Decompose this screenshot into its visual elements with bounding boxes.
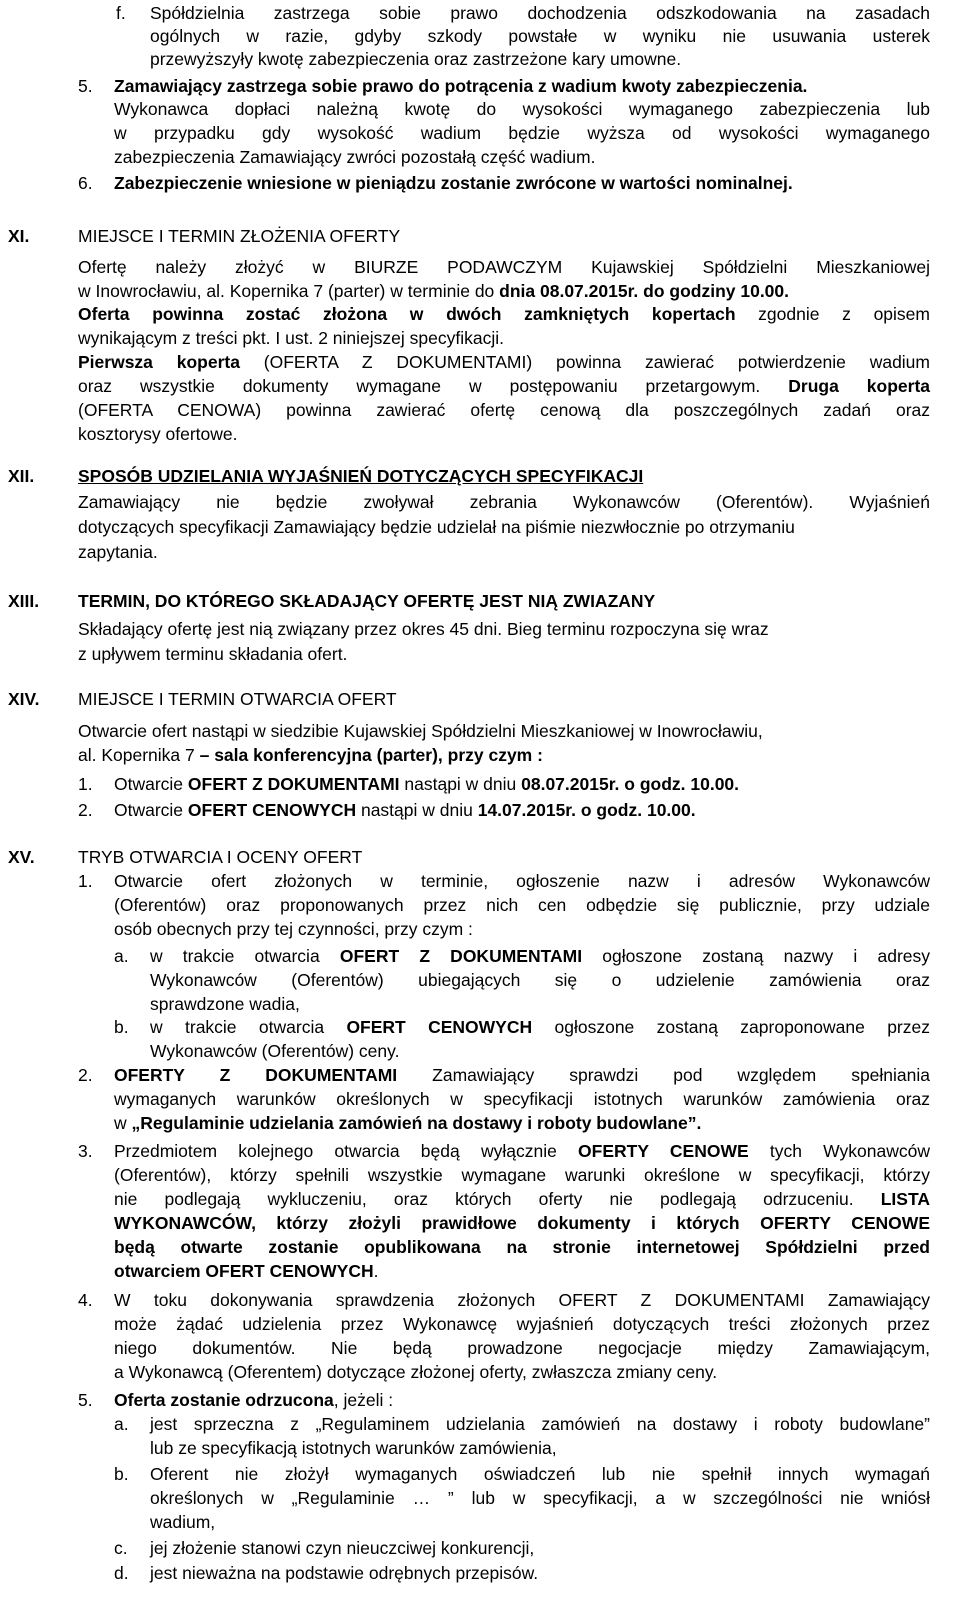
xv-item-4-line-3: niego dokumentów. Nie będą prowadzone negocjacje między Zamawiającym, bbox=[114, 1338, 930, 1358]
xv-item-1a-line-2: Wykonawców (Oferentów) ubiegających się o udzielenie zamówienia oraz bbox=[150, 970, 930, 990]
xv-item-3-line-3: nie podlegają wykluczeniu, oraz których oferty nie podlegają odrzuceniu. LISTA bbox=[114, 1189, 930, 1209]
section-xiii-number: XIII. bbox=[8, 591, 40, 611]
item-f-line-2: ogólnych w razie, gdyby szkody powstałe w wyniku nie usuwania usterek bbox=[150, 26, 930, 46]
section-xiv-number: XIV. bbox=[8, 689, 40, 709]
xv-item-1a-line-3: sprawdzone wadia, bbox=[150, 994, 300, 1014]
section-xiv-line-2: al. Kopernika 7 – sala konferencyjna (parter), przy czym : bbox=[78, 745, 543, 765]
xv-item-3-line-2: (Oferentów), którzy spełnili wszystkie wymagane warunki określone w specyfikacji, którzy bbox=[114, 1165, 930, 1185]
xv-item-2-line-2: wymaganych warunków określonych w specyfikacji istotnych warunków zamówienia oraz bbox=[114, 1089, 930, 1109]
item-6-number: 6. bbox=[78, 173, 93, 193]
xv-item-4-line-2: może żądać udzielenia przez Wykonawcę wyjaśnień dotyczących treści złożonych przez bbox=[114, 1314, 930, 1334]
section-xiii-heading: TERMIN, DO KTÓREGO SKŁADAJĄCY OFERTĘ JEST NIĄ ZWIAZANY bbox=[78, 591, 656, 611]
item-6-bold: Zabezpieczenie wniesione w pieniądzu zostanie zwrócone w wartości nominalnej. bbox=[114, 173, 793, 193]
section-xi-line-7: (OFERTA CENOWA) powinna zawierać ofertę cenową dla poszczególnych zadań oraz bbox=[78, 400, 930, 420]
section-xiii-line-2: z upływem terminu składania ofert. bbox=[78, 644, 348, 664]
xv-item-5b-letter: b. bbox=[114, 1464, 129, 1484]
xv-item-4-number: 4. bbox=[78, 1290, 93, 1310]
section-xiv-heading: MIEJSCE I TERMIN OTWARCIA OFERT bbox=[78, 689, 397, 709]
section-xiii-line-1: Składający ofertę jest nią związany przez okres 45 dni. Bieg terminu rozpoczyna się wraz bbox=[78, 619, 769, 639]
xv-item-2-line-3: w „Regulaminie udzielania zamówień na dostawy i roboty budowlane”. bbox=[114, 1113, 702, 1133]
xv-item-1b-letter: b. bbox=[114, 1017, 129, 1037]
xv-item-4-line-1: W toku dokonywania sprawdzenia złożonych OFERT Z DOKUMENTAMI Zamawiający bbox=[114, 1290, 930, 1310]
xv-item-5d-letter: d. bbox=[114, 1563, 129, 1583]
item-5-number: 5. bbox=[78, 76, 93, 96]
item-5-line-4: zabezpieczenia Zamawiający zwróci pozostałą część wadium. bbox=[114, 147, 596, 167]
xv-item-5d-line-1: jest nieważna na podstawie odrębnych przepisów. bbox=[150, 1563, 539, 1583]
section-xi-line-8: kosztorysy ofertowe. bbox=[78, 424, 238, 444]
xv-item-1b-line-2: Wykonawców (Oferentów) ceny. bbox=[150, 1041, 400, 1061]
item-f-number: f. bbox=[116, 3, 126, 23]
section-xi-line-6: oraz wszystkie dokumenty wymagane w postępowaniu przetargowym. Druga koperta bbox=[78, 376, 931, 396]
section-xiv-item-1: Otwarcie OFERT Z DOKUMENTAMI nastąpi w dniu 08.07.2015r. o godz. 10.00. bbox=[114, 774, 740, 794]
xv-item-1-line-3: osób obecnych przy tej czynności, przy czym : bbox=[114, 919, 473, 939]
item-5-line-3: w przypadku gdy wysokość wadium będzie wyższa od wysokości wymaganego bbox=[114, 123, 930, 143]
section-xv-heading: TRYB OTWARCIA I OCENY OFERT bbox=[78, 847, 363, 867]
section-xi-line-3: Oferta powinna zostać złożona w dwóch zamkniętych kopertach zgodnie z opisem bbox=[78, 304, 930, 324]
xv-item-5b-line-1: Oferent nie złożył wymaganych oświadczeń lub nie spełnił innych wymagań bbox=[150, 1464, 930, 1484]
xv-item-1-line-2: (Oferentów) oraz proponowanych przez nich cen odbędzie się publicznie, przy udziale bbox=[114, 895, 930, 915]
xv-item-1b-line-1: w trakcie otwarcia OFERT CENOWYCH ogłoszone zostaną zaproponowane przez bbox=[150, 1017, 930, 1037]
section-xi-line-5: Pierwsza koperta (OFERTA Z DOKUMENTAMI) powinna zawierać potwierdzenie wadium bbox=[78, 352, 930, 372]
xv-item-3-line-4: WYKONAWCÓW, którzy złożyli prawidłowe dokumenty i których OFERTY CENOWE bbox=[114, 1213, 930, 1233]
xv-item-1a-letter: a. bbox=[114, 946, 129, 966]
xv-item-3-line-5: będą otwarte zostanie opublikowana na stronie internetowej Spółdzielni przed bbox=[114, 1237, 930, 1257]
item-f-line-1: Spółdzielnia zastrzega sobie prawo dochodzenia odszkodowania na zasadach bbox=[150, 3, 930, 23]
xv-item-5c-letter: c. bbox=[114, 1538, 128, 1558]
section-xi-line-2: w Inowrocławiu, al. Kopernika 7 (parter) w terminie do dnia 08.07.2015r. do godziny 10.00. bbox=[78, 281, 790, 301]
section-xii-heading: SPOSÓB UDZIELANIA WYJAŚNIEŃ DOTYCZĄCYCH SPECYFIKACJI bbox=[78, 466, 644, 486]
xv-item-5a-letter: a. bbox=[114, 1414, 129, 1434]
xv-item-3-line-6: otwarciem OFERT CENOWYCH. bbox=[114, 1261, 379, 1281]
section-xi-line-4: wynikającym z treści pkt. I ust. 2 niniejszej specyfikacji. bbox=[78, 328, 504, 348]
section-xi-number: XI. bbox=[8, 226, 30, 246]
item-f-line-3: przewyższyły kwotę zabezpieczenia oraz zastrzeżone kary umowne. bbox=[150, 49, 682, 69]
section-xii-line-3: zapytania. bbox=[78, 542, 158, 562]
section-xiv-item-2: Otwarcie OFERT CENOWYCH nastąpi w dniu 14.07.2015r. o godz. 10.00. bbox=[114, 800, 696, 820]
xv-item-5c-line-1: jej złożenie stanowi czyn nieuczciwej konkurencji, bbox=[150, 1538, 535, 1558]
xv-item-5-number: 5. bbox=[78, 1390, 93, 1410]
xv-item-5a-line-2: lub ze specyfikacją istotnych warunków zamówienia, bbox=[150, 1438, 557, 1458]
section-xi-line-1: Ofertę należy złożyć w BIURZE PODAWCZYM Kujawskiej Spółdzielni Mieszkaniowej bbox=[78, 257, 930, 277]
xv-item-5b-line-2: określonych w „Regulaminie … ” lub w specyfikacji, a w szczególności nie wniósł bbox=[150, 1488, 930, 1508]
xv-item-1-line-1: Otwarcie ofert złożonych w terminie, ogłoszenie nazw i adresów Wykonawców bbox=[114, 871, 930, 891]
section-xi-heading: MIEJSCE I TERMIN ZŁOŻENIA OFERTY bbox=[78, 226, 401, 246]
xv-item-3-line-1: Przedmiotem kolejnego otwarcia będą wyłącznie OFERTY CENOWE tych Wykonawców bbox=[114, 1141, 930, 1161]
section-xii-number: XII. bbox=[8, 466, 35, 486]
xv-item-5b-line-3: wadium, bbox=[150, 1512, 216, 1532]
xv-item-5-line-1: Oferta zostanie odrzucona, jeżeli : bbox=[114, 1390, 394, 1410]
section-xv-number: XV. bbox=[8, 847, 35, 867]
xv-item-5a-line-1: jest sprzeczna z „Regulaminem udzielania zamówień na dostawy i roboty budowlane” bbox=[150, 1414, 930, 1434]
xv-item-3-number: 3. bbox=[78, 1141, 93, 1161]
section-xii-line-2: dotyczących specyfikacji Zamawiający będzie udzielał na piśmie niezwłocznie po otrzymaniu bbox=[78, 517, 795, 537]
section-xiv-item-2-number: 2. bbox=[78, 800, 93, 820]
xv-item-2-number: 2. bbox=[78, 1065, 93, 1085]
xv-item-1a-line-1: w trakcie otwarcia OFERT Z DOKUMENTAMI ogłoszone zostaną nazwy i adresy bbox=[150, 946, 931, 966]
section-xii-line-1: Zamawiający nie będzie zwoływał zebrania Wykonawców (Oferentów). Wyjaśnień bbox=[78, 492, 930, 512]
xv-item-4-line-4: a Wykonawcą (Oferentem) dotyczące złożonej oferty, zwłaszcza zmiany ceny. bbox=[114, 1362, 718, 1382]
xv-item-1-number: 1. bbox=[78, 871, 93, 891]
item-5-bold: Zamawiający zastrzega sobie prawo do potrącenia z wadium kwoty zabezpieczenia. bbox=[114, 76, 808, 96]
xv-item-2-line-1: OFERTY Z DOKUMENTAMI Zamawiający sprawdzi pod względem spełniania bbox=[114, 1065, 930, 1085]
section-xiv-line-1: Otwarcie ofert nastąpi w siedzibie Kujawskiej Spółdzielni Mieszkaniowej w Inowrocławiu, bbox=[78, 721, 763, 741]
item-5-line-2: Wykonawca dopłaci należną kwotę do wysokości wymaganego zabezpieczenia lub bbox=[114, 99, 930, 119]
section-xiv-item-1-number: 1. bbox=[78, 774, 93, 794]
